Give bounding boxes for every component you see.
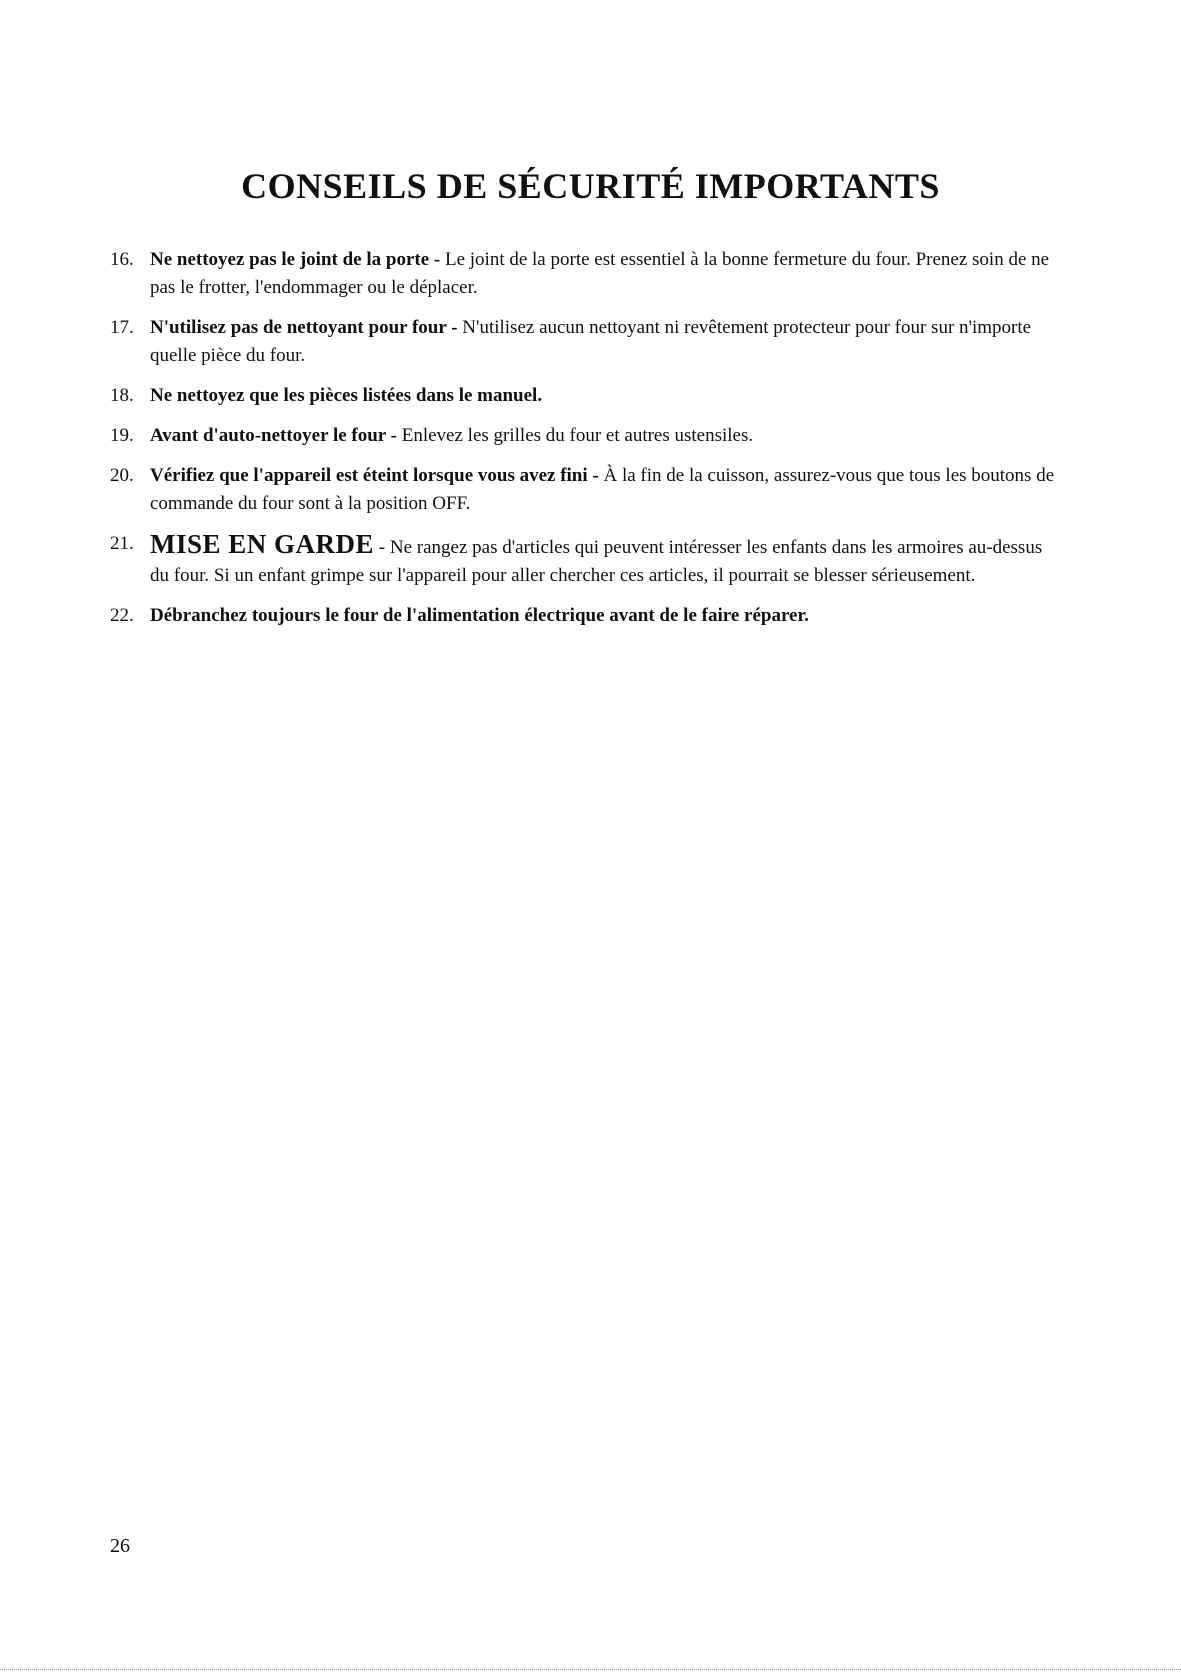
list-item [110, 382, 1060, 410]
item-heading: Ne nettoyez pas le joint de la porte - [150, 249, 441, 270]
list-item [110, 314, 1060, 370]
item-number: 17. [110, 317, 134, 338]
item-heading: Vérifiez que l'appareil est éteint lorsque vous avez fini - [150, 465, 599, 486]
item-number: 16. [110, 249, 134, 270]
item-text: N'utilisez aucun nettoyant ni revêtement protecteur pour four sur n'importe quelle pièce du four. [150, 317, 1032, 366]
list-item [110, 462, 1060, 518]
item-text: Enlevez les grilles du four et autres ustensiles. [396, 425, 754, 446]
item-heading: Avant d'auto-nettoyer le four - [150, 425, 397, 446]
page-title: CONSEILS DE SÉCURITÉ IMPORTANTS [241, 166, 940, 206]
item-number: 20. [110, 465, 134, 486]
warning-heading: MISE EN GARDE [150, 529, 375, 559]
list-item [110, 422, 1060, 450]
list-item [110, 602, 1060, 630]
item-heading: N'utilisez pas de nettoyant pour four - [150, 317, 458, 338]
item-number: 21. [110, 533, 134, 554]
list-item [110, 246, 1060, 302]
item-number: 22. [110, 605, 134, 626]
item-text: À la fin de la cuisson, assurez-vous que tous les boutons de commande du four sont à la position OFF. [150, 465, 1055, 514]
page-edge-divider [0, 1669, 1181, 1670]
item-heading: Ne nettoyez que les pièces listées dans le manuel. [150, 385, 543, 406]
page-number: 26 [110, 1535, 130, 1557]
list-item [110, 530, 1060, 590]
safety-tips-list [110, 246, 1060, 642]
item-heading: Débranchez toujours le four de l'alimentation électrique avant de le faire réparer. [150, 605, 809, 626]
item-text: Le joint de la porte est essentiel à la bonne fermeture du four. Prenez soin de ne pas le frotter, l'endommager ou le déplacer. [150, 249, 1050, 298]
item-number: 19. [110, 425, 134, 446]
item-number: 18. [110, 385, 134, 406]
item-text: - Ne rangez pas d'articles qui peuvent intéresser les enfants dans les armoires au-dessus du four. Si un enfant grimpe sur l'appareil pour aller chercher ces articles, il pourrait se blesser sérieusement. [150, 537, 1043, 586]
